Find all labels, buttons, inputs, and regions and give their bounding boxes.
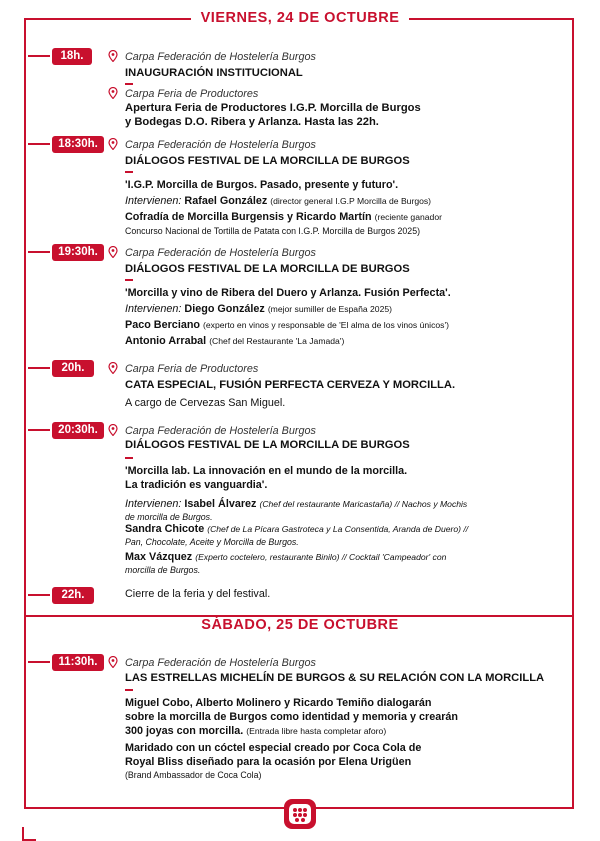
talk-title: 'Morcilla lab. La innovación en el mundo de la morcilla. (125, 465, 408, 477)
speaker-line (125, 551, 446, 563)
event-title: Apertura Feria de Productores I.G.P. Morcilla de Burgos (125, 102, 421, 114)
location-pin-icon (108, 138, 118, 150)
logo-dot (303, 808, 307, 812)
timeline-tick (28, 55, 50, 57)
speaker-name: Max Vázquez (125, 551, 193, 563)
logo-dot (298, 808, 302, 812)
speaker-note: (experto en vinos y responsable de 'El alma de los vinos únicos') (203, 320, 449, 330)
talk-title: 'Morcilla y vino de Ribera del Duero y Arlanza. Fusión Perfecta'. (125, 287, 451, 299)
speaker-line (125, 211, 442, 223)
time-badge: 18:30h. (52, 136, 104, 153)
logo-dot (303, 813, 307, 817)
timeline-tick (28, 143, 50, 145)
location-pin-icon (108, 362, 118, 374)
divider-dash (125, 689, 133, 691)
event-title: CATA ESPECIAL, FUSIÓN PERFECTA CERVEZA Y MORCILLA. (125, 379, 456, 391)
day-header-text: VIERNES, 24 DE OCTUBRE (191, 10, 410, 26)
speaker-note: (Chef de La Pícara Gastroteca y La Consentida, Aranda de Duero) // (207, 524, 469, 534)
timeline-tick (28, 251, 50, 253)
speaker-line (125, 195, 431, 207)
logo-dot (293, 808, 297, 812)
divider-dash (125, 171, 133, 173)
event-title: DIÁLOGOS FESTIVAL DE LA MORCILLA DE BURGOS (125, 439, 410, 451)
talk-title: 'I.G.P. Morcilla de Burgos. Pasado, presente y futuro'. (125, 179, 399, 191)
speaker-name: Paco Berciano (125, 319, 201, 331)
event-description: Maridado con un cóctel especial creado por Coca Cola de (125, 742, 422, 754)
time-badge: 20:30h. (52, 422, 104, 439)
event-detail: Cierre de la feria y del festival. (125, 588, 271, 600)
timeline-tick (28, 594, 50, 596)
speaker-name: Diego González (184, 303, 265, 315)
event-description: (Brand Ambassador de Coca Cola) (125, 770, 262, 780)
speaker-line (125, 303, 392, 315)
time-badge: 18h. (52, 48, 92, 65)
event-title: y Bodegas D.O. Ribera y Arlanza. Hasta las 22h. (125, 116, 379, 128)
festival-logo-icon (284, 799, 316, 829)
description-text: 300 joyas con morcilla. (125, 725, 244, 737)
event-description: sobre la morcilla de Burgos como identidad y memoria y crearán (125, 711, 459, 723)
speaker-note: de morcilla de Burgos. (125, 512, 213, 522)
location-pin-icon (108, 246, 118, 258)
speaker-note: (Chef del Restaurante 'La Jamada') (209, 336, 345, 346)
location-pin-icon (108, 87, 118, 99)
day-header-friday (0, 9, 600, 27)
location-pin-icon (108, 424, 118, 436)
speaker-note: (reciente ganador (374, 212, 442, 222)
speakers-label: Intervienen: (125, 303, 182, 315)
logo-dot (293, 813, 297, 817)
timeline-tick (28, 367, 50, 369)
event-location: Carpa Federación de Hostelería Burgos (125, 425, 316, 437)
event-location: Carpa Federación de Hostelería Burgos (125, 51, 316, 63)
event-location: Carpa Feria de Productores (125, 88, 259, 100)
event-location: Carpa Federación de Hostelería Burgos (125, 657, 316, 669)
event-title: LAS ESTRELLAS MICHELÍN DE BURGOS & SU RELACIÓN CON LA MORCILLA (125, 672, 545, 684)
speaker-note: (Experto coctelero, restaurante Binilo) // Cocktail 'Campeador' con (195, 552, 447, 562)
time-badge: 11:30h. (52, 654, 104, 671)
entry-note: (Entrada libre hasta completar aforo) (246, 726, 387, 736)
event-description: Royal Bliss diseñado para la ocasión por Elena Urigüen (125, 756, 412, 768)
event-title: DIÁLOGOS FESTIVAL DE LA MORCILLA DE BURGOS (125, 263, 410, 275)
speaker-name: Isabel Álvarez (184, 498, 257, 510)
event-detail: A cargo de Cervezas San Miguel. (125, 397, 286, 409)
event-location: Carpa Feria de Productores (125, 363, 259, 375)
event-location: Carpa Federación de Hostelería Burgos (125, 139, 316, 151)
event-title: DIÁLOGOS FESTIVAL DE LA MORCILLA DE BURGOS (125, 155, 410, 167)
divider-dash (125, 279, 133, 281)
logo-dot (295, 818, 299, 822)
speaker-note: (Chef del restaurante Maricastaña) // Nachos y Mochis (259, 499, 468, 509)
speaker-note: (director general I.G.P Morcilla de Burgos) (270, 196, 432, 206)
time-badge: 22h. (52, 587, 94, 604)
speaker-name: Sandra Chicote (125, 523, 205, 535)
speaker-line (125, 335, 344, 347)
speakers-label: Intervienen: (125, 195, 182, 207)
speaker-note: Concurso Nacional de Tortilla de Patata con I.G.P. Morcilla de Burgos 2025) (125, 226, 421, 236)
logo-dot (298, 813, 302, 817)
page-frame (24, 18, 574, 809)
speaker-line (125, 498, 467, 510)
timeline-tick (28, 429, 50, 431)
logo-inner (289, 804, 311, 824)
corner-bracket (22, 827, 36, 841)
day-header-saturday (0, 616, 600, 634)
location-pin-icon (108, 50, 118, 62)
event-location: Carpa Federación de Hostelería Burgos (125, 247, 316, 259)
speaker-note: (mejor sumiller de España 2025) (267, 304, 393, 314)
time-badge: 20h. (52, 360, 94, 377)
time-badge: 19:30h. (52, 244, 104, 261)
speaker-line (125, 523, 468, 535)
event-title: INAUGURACIÓN INSTITUCIONAL (125, 67, 303, 79)
event-description (125, 725, 386, 737)
speaker-note: morcilla de Burgos. (125, 565, 201, 575)
event-description: Miguel Cobo, Alberto Molinero y Ricardo Temiño dialogarán (125, 697, 432, 709)
divider-dash (125, 83, 133, 85)
logo-dot (301, 818, 305, 822)
timeline-tick (28, 661, 50, 663)
speaker-name: Rafael González (184, 195, 268, 207)
divider-dash (125, 457, 133, 459)
day-header-text: SÁBADO, 25 DE OCTUBRE (191, 617, 408, 633)
speaker-note: Pan, Chocolate, Aceite y Morcilla de Burgos. (125, 537, 299, 547)
talk-title: La tradición es vanguardia'. (125, 479, 268, 491)
location-pin-icon (108, 656, 118, 668)
speaker-name: Antonio Arrabal (125, 335, 207, 347)
speakers-label: Intervienen: (125, 498, 182, 510)
speaker-name: Cofradía de Morcilla Burgensis y Ricardo Martín (125, 211, 372, 223)
speaker-line (125, 319, 449, 331)
